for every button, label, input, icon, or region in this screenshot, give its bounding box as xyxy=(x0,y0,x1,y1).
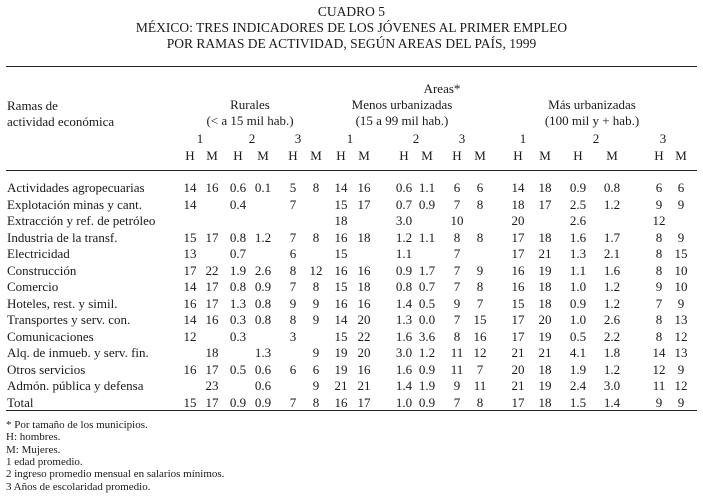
bottom-rule xyxy=(6,410,697,411)
table-cell: 16 xyxy=(511,262,525,278)
table-cell: 8 xyxy=(289,312,297,327)
table-cell: 7 xyxy=(655,295,663,311)
row-label: Comercio xyxy=(7,279,59,294)
table-cell: 0.8 xyxy=(254,312,272,327)
table-cell: 17 xyxy=(357,394,371,410)
table-cell: 18 xyxy=(357,279,371,294)
table-cell: 1.4 xyxy=(395,378,413,393)
table-cell: 16 xyxy=(183,295,197,311)
row-label: Hoteles, rest. y simil. xyxy=(7,295,118,311)
table-cell: 14 xyxy=(183,312,197,327)
table-cell: 6 xyxy=(476,180,484,195)
table-cell: 0.9 xyxy=(229,394,247,410)
table-cell: 1.2 xyxy=(395,229,413,245)
table-cell: 14 xyxy=(652,345,666,360)
table-cell: 15 xyxy=(334,246,348,261)
table-cell: 7 xyxy=(453,279,461,294)
table-cell: 10 xyxy=(674,262,688,278)
table-cell: 8 xyxy=(655,312,663,327)
table-cell: 18 xyxy=(334,213,348,228)
table-cell: 2.5 xyxy=(569,196,587,212)
table-cell: 17 xyxy=(357,196,371,212)
table-cell: 8 xyxy=(312,394,320,410)
table-cell: 15 xyxy=(334,196,348,212)
table-cell: 18 xyxy=(357,229,371,245)
sex-header-m: M xyxy=(257,148,269,163)
table-cell: 1.1 xyxy=(418,229,436,245)
table-cell: 12 xyxy=(473,345,487,360)
table-cell: 20 xyxy=(357,345,371,360)
table-cell: 23 xyxy=(205,378,219,393)
sex-header-m: M xyxy=(606,148,618,163)
table-cell: 10 xyxy=(450,213,464,228)
table-cell: 9 xyxy=(677,196,685,212)
group-mas-urbanizadas-name: Más urbanizadas xyxy=(548,97,636,112)
table-cell: 21 xyxy=(538,345,552,360)
table-cell: 16 xyxy=(183,361,197,377)
table-cell: 0.9 xyxy=(418,196,436,212)
table-cell: 17 xyxy=(511,312,525,327)
table-cell: 18 xyxy=(511,196,525,212)
table-cell: 1.1 xyxy=(569,262,587,278)
table-cell: 8 xyxy=(453,229,461,245)
table-cell: 1.6 xyxy=(395,361,413,377)
sex-header-h: H xyxy=(452,148,462,163)
stub-header-line-2: actividad económica xyxy=(7,114,115,129)
table-cell: 1.2 xyxy=(603,196,621,212)
table-cell: 16 xyxy=(205,312,219,327)
table-cell: 8 xyxy=(312,180,320,195)
table-cell: 1.6 xyxy=(603,262,621,278)
sex-header-h: H xyxy=(513,148,523,163)
table-cell: 1.1 xyxy=(395,246,413,261)
table-cell: 8 xyxy=(312,279,320,294)
table-cell: 1.1 xyxy=(418,180,436,195)
sex-header-m: M xyxy=(358,148,370,163)
stub-header-line-1: Ramas de xyxy=(7,98,58,113)
table-cell: 9 xyxy=(655,394,663,410)
table-cell: 9 xyxy=(677,229,685,245)
table-cell: 1.2 xyxy=(603,279,621,294)
table-cell: 12 xyxy=(652,213,666,228)
table-cell: 9 xyxy=(655,279,663,294)
table-cell: 16 xyxy=(357,361,371,377)
table-cell: 2.2 xyxy=(603,328,621,344)
table-cell: 0.7 xyxy=(229,246,247,261)
row-label: Alq. de inmueb. y serv. fin. xyxy=(7,345,149,360)
table-cell: 0.3 xyxy=(229,312,247,327)
table-cell: 12 xyxy=(309,262,323,278)
table-cell: 6 xyxy=(289,246,297,261)
footnote: H: hombres. xyxy=(6,431,61,444)
sex-header-h: H xyxy=(336,148,346,163)
table-cell: 16 xyxy=(334,394,348,410)
table-cell: 18 xyxy=(538,180,552,195)
table-cell: 17 xyxy=(183,262,197,278)
table-cell: 17 xyxy=(205,361,219,377)
table-cell: 16 xyxy=(334,262,348,278)
table-cell: 1.7 xyxy=(418,262,436,278)
areas-header: Areas* xyxy=(423,81,461,96)
table-cell: 17 xyxy=(511,328,525,344)
table-cell: 14 xyxy=(183,196,197,212)
row-label: Extracción y ref. de petróleo xyxy=(7,213,156,228)
table-cell: 9 xyxy=(312,378,320,393)
table-cell: 1.3 xyxy=(254,345,272,360)
table-cell: 6 xyxy=(312,361,320,377)
table-cell: 1.9 xyxy=(569,361,587,377)
table-cell: 1.2 xyxy=(418,345,436,360)
table-cell: 16 xyxy=(334,295,348,311)
table-cell: 7 xyxy=(289,279,297,294)
table-cell: 7 xyxy=(453,262,461,278)
row-label: Industria de la transf. xyxy=(7,229,118,245)
table-cell: 1.9 xyxy=(229,262,247,278)
table-cell: 16 xyxy=(473,328,487,344)
table-cell: 0.6 xyxy=(395,180,413,195)
table-cell: 0.8 xyxy=(229,279,247,294)
table-cell: 4.1 xyxy=(569,345,587,360)
table-cell: 7 xyxy=(476,295,484,311)
table-cell: 17 xyxy=(511,394,525,410)
sex-header-h: H xyxy=(288,148,298,163)
table-cell: 1.9 xyxy=(418,378,436,393)
table-cell: 18 xyxy=(205,345,219,360)
table-cell: 21 xyxy=(511,345,525,360)
table-cell: 19 xyxy=(538,328,552,344)
row-label: Construcción xyxy=(7,262,77,278)
table-cell: 3 xyxy=(289,328,297,344)
table-cell: 3.6 xyxy=(418,328,436,344)
table-cell: 0.1 xyxy=(254,180,272,195)
table-cell: 1.3 xyxy=(569,246,587,261)
table-cell: 19 xyxy=(538,262,552,278)
table-cell: 8 xyxy=(655,262,663,278)
table-cell: 8 xyxy=(655,246,663,261)
table-cell: 15 xyxy=(334,279,348,294)
table-cell: 0.9 xyxy=(569,295,587,311)
table-cell: 8 xyxy=(476,229,484,245)
table-cell: 0.8 xyxy=(603,180,621,195)
table-cell: 0.8 xyxy=(229,229,247,245)
table-cell: 17 xyxy=(511,246,525,261)
footnote: 2 ingreso promedio mensual en salarios mínimos. xyxy=(6,468,225,481)
table-cell: 1.3 xyxy=(395,312,413,327)
table-cell: 13 xyxy=(674,312,688,327)
table-cell: 2.4 xyxy=(569,378,587,393)
table-cell: 0.9 xyxy=(418,361,436,377)
table-cell: 18 xyxy=(538,361,552,377)
table-cell: 0.0 xyxy=(418,312,436,327)
table-cell: 20 xyxy=(357,312,371,327)
sex-header-m: M xyxy=(675,148,687,163)
table-cell: 8 xyxy=(655,328,663,344)
table-cell: 13 xyxy=(183,246,197,261)
table-cell: 15 xyxy=(674,246,688,261)
table-cell: 8 xyxy=(476,394,484,410)
table-cell: 0.5 xyxy=(418,295,436,311)
table-cell: 0.9 xyxy=(395,262,413,278)
table-cell: 9 xyxy=(453,295,461,311)
table-cell: 1.3 xyxy=(229,295,247,311)
table-cell: 16 xyxy=(334,229,348,245)
table-cell: 21 xyxy=(511,378,525,393)
table-cell: 7 xyxy=(453,394,461,410)
table-cell: 0.6 xyxy=(254,361,272,377)
table-cell: 9 xyxy=(453,378,461,393)
table-cell: 22 xyxy=(357,328,371,344)
table-cell: 19 xyxy=(538,378,552,393)
indicator-menos-urbanizadas-2: 2 xyxy=(412,131,420,146)
table-cell: 10 xyxy=(674,279,688,294)
table-cell: 21 xyxy=(538,246,552,261)
table-cell: 0.8 xyxy=(395,279,413,294)
table-cell: 0.4 xyxy=(229,196,247,212)
row-label: Electricidad xyxy=(7,246,70,261)
group-rurales-range: (< a 15 mil hab.) xyxy=(206,113,294,128)
table-cell: 11 xyxy=(652,378,666,393)
table-title-line-1: MÉXICO: TRES INDICADORES DE LOS JÓVENES AL PRIMER EMPLEO xyxy=(135,20,568,35)
table-cell: 18 xyxy=(538,279,552,294)
indicator-rurales-1: 1 xyxy=(196,131,204,146)
table-cell: 1.6 xyxy=(569,229,587,245)
table-cell: 15 xyxy=(183,229,197,245)
table-cell: 8 xyxy=(453,328,461,344)
table-cell: 1.2 xyxy=(603,361,621,377)
table-cell: 14 xyxy=(334,312,348,327)
table-cell: 2.1 xyxy=(603,246,621,261)
table-cell: 1.5 xyxy=(569,394,587,410)
sex-header-h: H xyxy=(185,148,195,163)
table-cell: 7 xyxy=(453,312,461,327)
table-cell: 1.2 xyxy=(254,229,272,245)
table-cell: 14 xyxy=(183,279,197,294)
table-cell: 14 xyxy=(511,180,525,195)
table-cell: 11 xyxy=(450,345,464,360)
table-cell: 8 xyxy=(476,196,484,212)
table-cell: 17 xyxy=(511,229,525,245)
table-cell: 15 xyxy=(473,312,487,327)
table-cell: 22 xyxy=(205,262,219,278)
footnote: 3 Años de escolaridad promedio. xyxy=(6,480,151,493)
table-cell: 16 xyxy=(205,180,219,195)
table-cell: 1.0 xyxy=(395,394,413,410)
row-label: Otros servicios xyxy=(7,361,86,377)
table-cell: 15 xyxy=(183,394,197,410)
row-label: Actividades agropecuarias xyxy=(7,180,145,195)
table-cell: 0.6 xyxy=(254,378,272,393)
table-cell: 9 xyxy=(289,295,297,311)
table-cell: 20 xyxy=(511,213,525,228)
table-cell: 17 xyxy=(205,279,219,294)
table-cell: 0.8 xyxy=(254,295,272,311)
indicator-rurales-2: 2 xyxy=(248,131,256,146)
sex-header-m: M xyxy=(421,148,433,163)
top-rule xyxy=(6,66,697,67)
table-cell: 15 xyxy=(511,295,525,311)
table-cell: 18 xyxy=(538,394,552,410)
indicator-menos-urbanizadas-3: 3 xyxy=(458,131,466,146)
table-cell: 17 xyxy=(205,394,219,410)
group-rurales-name: Rurales xyxy=(230,97,270,112)
table-cell: 20 xyxy=(511,361,525,377)
table-cell: 1.4 xyxy=(395,295,413,311)
table-cell: 0.5 xyxy=(569,328,587,344)
table-cell: 2.6 xyxy=(603,312,621,327)
table-cell: 21 xyxy=(357,378,371,393)
table-cell: 7 xyxy=(453,246,461,261)
table-cell: 1.8 xyxy=(603,345,621,360)
table-cell: 0.3 xyxy=(229,328,247,344)
group-menos-urbanizadas-name: Menos urbanizadas xyxy=(351,97,453,112)
table-cell: 0.9 xyxy=(254,394,272,410)
table-cell: 3.0 xyxy=(603,378,621,393)
table-cell: 6 xyxy=(677,180,685,195)
table-cell: 9 xyxy=(476,262,484,278)
table-title-line-2: POR RAMAS DE ACTIVIDAD, SEGÚN AREAS DEL PAÍS, 1999 xyxy=(166,36,537,51)
table-cell: 16 xyxy=(357,295,371,311)
row-label: Transportes y serv. con. xyxy=(7,312,131,327)
table-cell: 12 xyxy=(652,361,666,377)
table-cell: 3.0 xyxy=(395,345,413,360)
table-cell: 0.9 xyxy=(254,279,272,294)
table-cell: 21 xyxy=(334,378,348,393)
table-cell: 8 xyxy=(289,262,297,278)
indicator-mas-urbanizadas-3: 3 xyxy=(659,131,667,146)
table-cell: 6 xyxy=(289,361,297,377)
table-cell: 12 xyxy=(674,328,688,344)
row-label: Total xyxy=(7,394,34,410)
group-menos-urbanizadas-range: (15 a 99 mil hab.) xyxy=(355,113,449,128)
row-label: Admón. pública y defensa xyxy=(7,378,144,393)
sex-header-h: H xyxy=(654,148,664,163)
table-cell: 0.6 xyxy=(229,180,247,195)
group-mas-urbanizadas-range: (100 mil y + hab.) xyxy=(544,113,640,128)
table-cell: 7 xyxy=(289,394,297,410)
table-cell: 9 xyxy=(677,394,685,410)
row-label: Explotación minas y cant. xyxy=(7,196,143,212)
table-cell: 19 xyxy=(334,345,348,360)
table-cell: 17 xyxy=(205,229,219,245)
table-cell: 12 xyxy=(674,378,688,393)
table-cell: 3.0 xyxy=(395,213,413,228)
table-cell: 1.2 xyxy=(603,295,621,311)
table-cell: 16 xyxy=(511,279,525,294)
table-cell: 17 xyxy=(538,196,552,212)
table-cell: 16 xyxy=(357,180,371,195)
table-cell: 1.0 xyxy=(569,279,587,294)
table-cell: 9 xyxy=(312,295,320,311)
table-cell: 0.9 xyxy=(418,394,436,410)
table-cell: 18 xyxy=(538,229,552,245)
table-cell: 1.7 xyxy=(603,229,621,245)
table-cell: 11 xyxy=(473,378,487,393)
sex-header-m: M xyxy=(310,148,322,163)
footnote: 1 edad promedio. xyxy=(6,455,83,468)
sex-header-m: M xyxy=(206,148,218,163)
table-cell: 16 xyxy=(357,262,371,278)
table-id: CUADRO 5 xyxy=(317,4,386,19)
table-cell: 5 xyxy=(289,180,297,195)
table-cell: 1.6 xyxy=(395,328,413,344)
table-cell: 9 xyxy=(312,312,320,327)
footnote: M: Mujeres. xyxy=(6,443,61,456)
sex-header-h: H xyxy=(573,148,583,163)
table-cell: 12 xyxy=(183,328,197,344)
table-cell: 0.9 xyxy=(569,180,587,195)
indicator-menos-urbanizadas-1: 1 xyxy=(346,131,354,146)
table-cell: 9 xyxy=(655,196,663,212)
table-cell: 2.6 xyxy=(569,213,587,228)
table-cell: 8 xyxy=(655,229,663,245)
table-cell: 0.5 xyxy=(229,361,247,377)
table-cell: 7 xyxy=(289,229,297,245)
table-cell: 17 xyxy=(205,295,219,311)
table-cell: 18 xyxy=(538,295,552,311)
sex-header-h: H xyxy=(399,148,409,163)
table-cell: 9 xyxy=(677,295,685,311)
sex-header-h: H xyxy=(233,148,243,163)
table-cell: 1.0 xyxy=(569,312,587,327)
header-rule xyxy=(6,170,697,171)
table-cell: 6 xyxy=(655,180,663,195)
sex-header-m: M xyxy=(539,148,551,163)
table-cell: 19 xyxy=(334,361,348,377)
table-cell: 8 xyxy=(312,229,320,245)
indicator-mas-urbanizadas-2: 2 xyxy=(592,131,600,146)
table-cell: 9 xyxy=(312,345,320,360)
table-cell: 11 xyxy=(450,361,464,377)
table-cell: 0.7 xyxy=(395,196,413,212)
table-cell: 2.6 xyxy=(254,262,272,278)
table-cell: 15 xyxy=(334,328,348,344)
sex-header-m: M xyxy=(474,148,486,163)
table-cell: 13 xyxy=(674,345,688,360)
table-cell: 14 xyxy=(183,180,197,195)
indicator-rurales-3: 3 xyxy=(294,131,302,146)
indicator-mas-urbanizadas-1: 1 xyxy=(519,131,527,146)
table-cell: 9 xyxy=(677,361,685,377)
table-cell: 1.4 xyxy=(603,394,621,410)
table-cell: 7 xyxy=(453,196,461,212)
table-cell: 8 xyxy=(476,279,484,294)
row-label: Comunicaciones xyxy=(7,328,94,344)
table-cell: 14 xyxy=(334,180,348,195)
table-cell: 6 xyxy=(453,180,461,195)
table-cell: 7 xyxy=(476,361,484,377)
table-cell: 7 xyxy=(289,196,297,212)
table-cell: 20 xyxy=(538,312,552,327)
footnote: * Por tamaño de los municipios. xyxy=(6,419,148,431)
table-cell: 0.7 xyxy=(418,279,436,294)
